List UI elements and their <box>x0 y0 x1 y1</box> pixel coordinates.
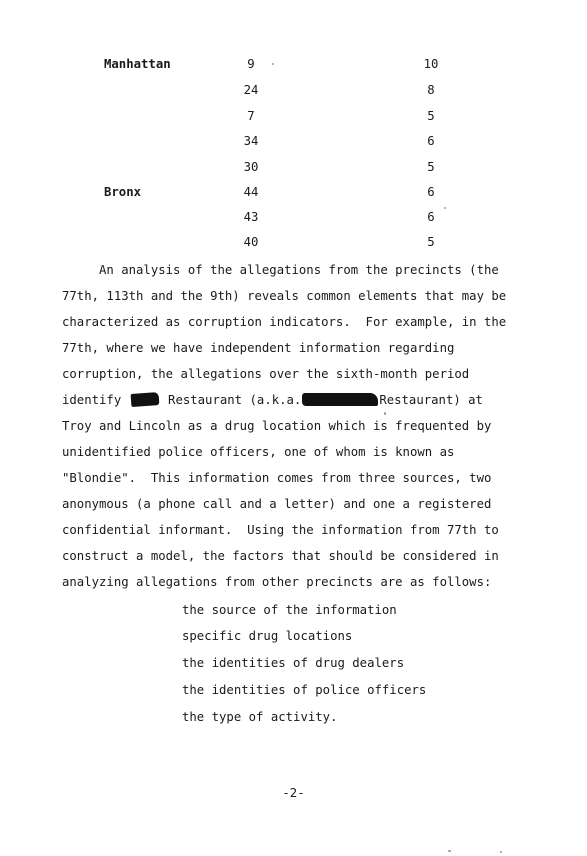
scan-speck <box>448 850 451 852</box>
table-row <box>0 106 587 126</box>
page-number: -2- <box>282 786 305 800</box>
redaction-bar <box>130 392 159 407</box>
allegation-count: 5 <box>427 160 435 174</box>
scan-speck <box>500 851 502 853</box>
factor-item: the identities of police officers <box>182 683 427 697</box>
precinct-number: 44 <box>243 185 259 199</box>
precinct-number: 40 <box>243 235 259 249</box>
table-row <box>0 207 587 227</box>
allegation-count: 6 <box>427 210 435 224</box>
precinct-number: 7 <box>247 109 255 123</box>
paragraph-line: 77th, where we have independent information regarding <box>62 341 455 355</box>
borough-label: Manhattan <box>104 57 171 71</box>
factor-item: the identities of drug dealers <box>182 656 405 670</box>
precinct-number: 9 <box>247 57 255 71</box>
paragraph-line: Troy and Lincoln as a drug location which is frequented by <box>62 419 492 433</box>
precinct-number: 30 <box>243 160 259 174</box>
paragraph-text: Restaurant) at <box>379 393 483 407</box>
factor-item: the type of activity. <box>182 710 338 724</box>
table-row <box>0 54 587 74</box>
paragraph-line: unidentified police officers, one of whom is known as <box>62 445 455 459</box>
scan-speck <box>272 63 274 65</box>
paragraph-line: anonymous (a phone call and a letter) and one a registered <box>62 497 492 511</box>
factor-item: the source of the information <box>182 603 397 617</box>
precinct-number: 34 <box>243 134 259 148</box>
allegation-count: 10 <box>423 57 439 71</box>
paragraph-line: characterized as corruption indicators. For example, in the <box>62 315 507 329</box>
borough-label: Bronx <box>104 185 142 199</box>
table-row <box>0 232 587 252</box>
paragraph-text: Restaurant (a.k.a. <box>160 393 302 407</box>
paragraph-line: 77th, 113th and the 9th) reveals common elements that may be <box>62 289 507 303</box>
paragraph-text: identify <box>62 393 129 407</box>
allegation-count: 6 <box>427 185 435 199</box>
allegation-count: 5 <box>427 235 435 249</box>
scan-speck <box>384 412 386 415</box>
table-row <box>0 80 587 100</box>
paragraph-line: construct a model, the factors that should be considered in <box>62 549 499 563</box>
allegation-count: 6 <box>427 134 435 148</box>
table-row <box>0 131 587 151</box>
table-row <box>0 157 587 177</box>
paragraph-line: An analysis of the allegations from the precincts (the <box>62 263 499 277</box>
table-row <box>0 182 587 202</box>
redaction-bar <box>302 393 378 406</box>
paragraph-line-redacted <box>62 390 483 410</box>
paragraph-line: analyzing allegations from other precincts are as follows: <box>62 575 492 589</box>
allegation-count: 8 <box>427 83 435 97</box>
factor-item: specific drug locations <box>182 629 353 643</box>
precinct-number: 24 <box>243 83 259 97</box>
paragraph-line: corruption, the allegations over the sixth-month period <box>62 367 470 381</box>
scan-speck <box>444 207 446 209</box>
paragraph-line: confidential informant. Using the information from 77th to <box>62 523 499 537</box>
paragraph-line: "Blondie". This information comes from three sources, two <box>62 471 492 485</box>
precinct-number: 43 <box>243 210 259 224</box>
allegation-count: 5 <box>427 109 435 123</box>
